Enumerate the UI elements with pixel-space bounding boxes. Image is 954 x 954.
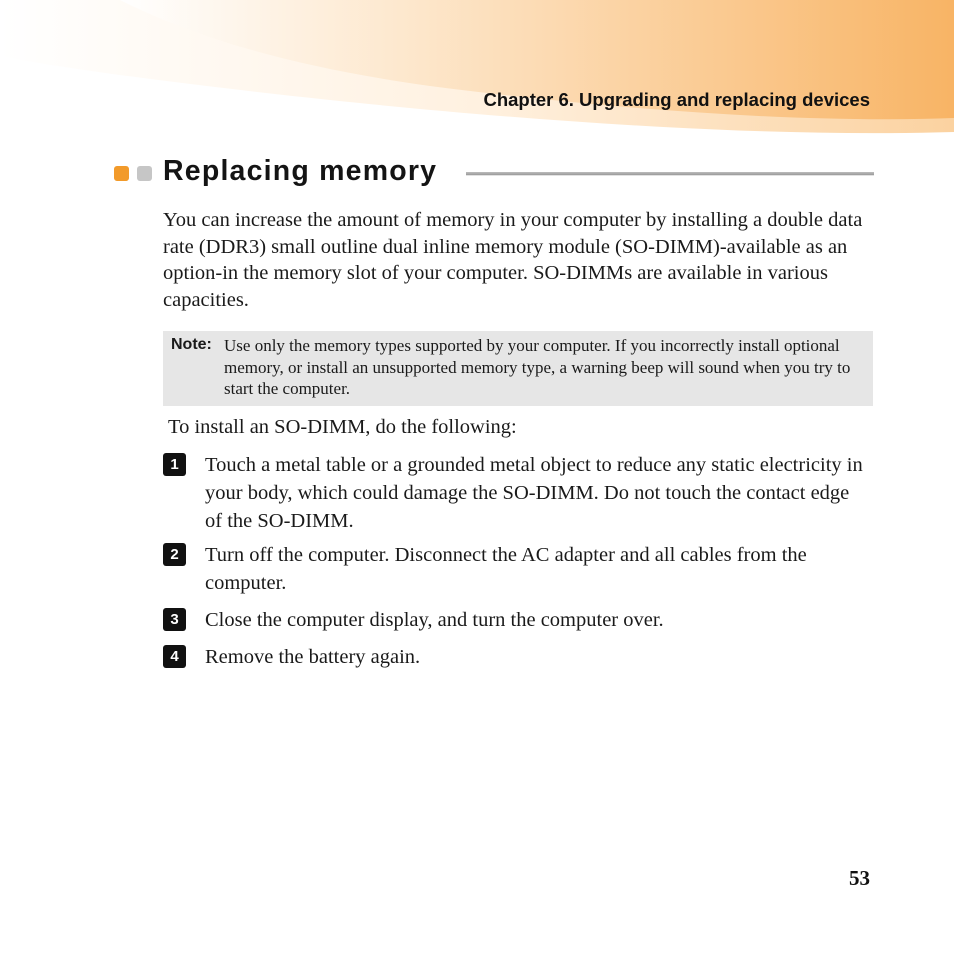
section-header [114, 155, 874, 195]
step-number-badge: 2 [163, 543, 186, 566]
title-rule-divider [466, 172, 874, 176]
step-text: Touch a metal table or a grounded metal object to reduce any static electricity in your body, which could damage the SO-DIMM. Do not touch the contact edge of the SO-DIMM. [205, 454, 863, 532]
step-number-badge: 3 [163, 608, 186, 631]
step-text: Close the computer display, and turn the computer over. [205, 609, 664, 631]
gray-square-bullet-icon [137, 166, 152, 181]
orange-square-bullet-icon [114, 166, 129, 181]
section-title: Replacing memory [163, 155, 438, 187]
step-text: Remove the battery again. [205, 646, 421, 668]
note-text: Use only the memory types supported by your computer. If you incorrectly install optional memory, or install an unsupported memory type, a warning beep will sound when you try to start the computer. [224, 336, 851, 398]
page-number: 53 [849, 866, 870, 890]
note-label: Note: [171, 336, 212, 353]
intro-paragraph: You can increase the amount of memory in your computer by installing a double data rate (DDR3) small outline dual inline memory module (SO-DIMM)-available as an option-in the memory slot of your computer. SO-DIMMs are available in various capacities. [163, 209, 863, 311]
chapter-title: Chapter 6. Upgrading and replacing devices [483, 89, 870, 110]
step-text: Turn off the computer. Disconnect the AC adapter and all cables from the computer. [205, 544, 807, 594]
step-number-badge: 4 [163, 645, 186, 668]
step-number-badge: 1 [163, 453, 186, 476]
note-box [163, 331, 873, 406]
steps-lead-text: To install an SO-DIMM, do the following: [168, 416, 517, 438]
header-swoosh-decoration [0, 0, 954, 140]
